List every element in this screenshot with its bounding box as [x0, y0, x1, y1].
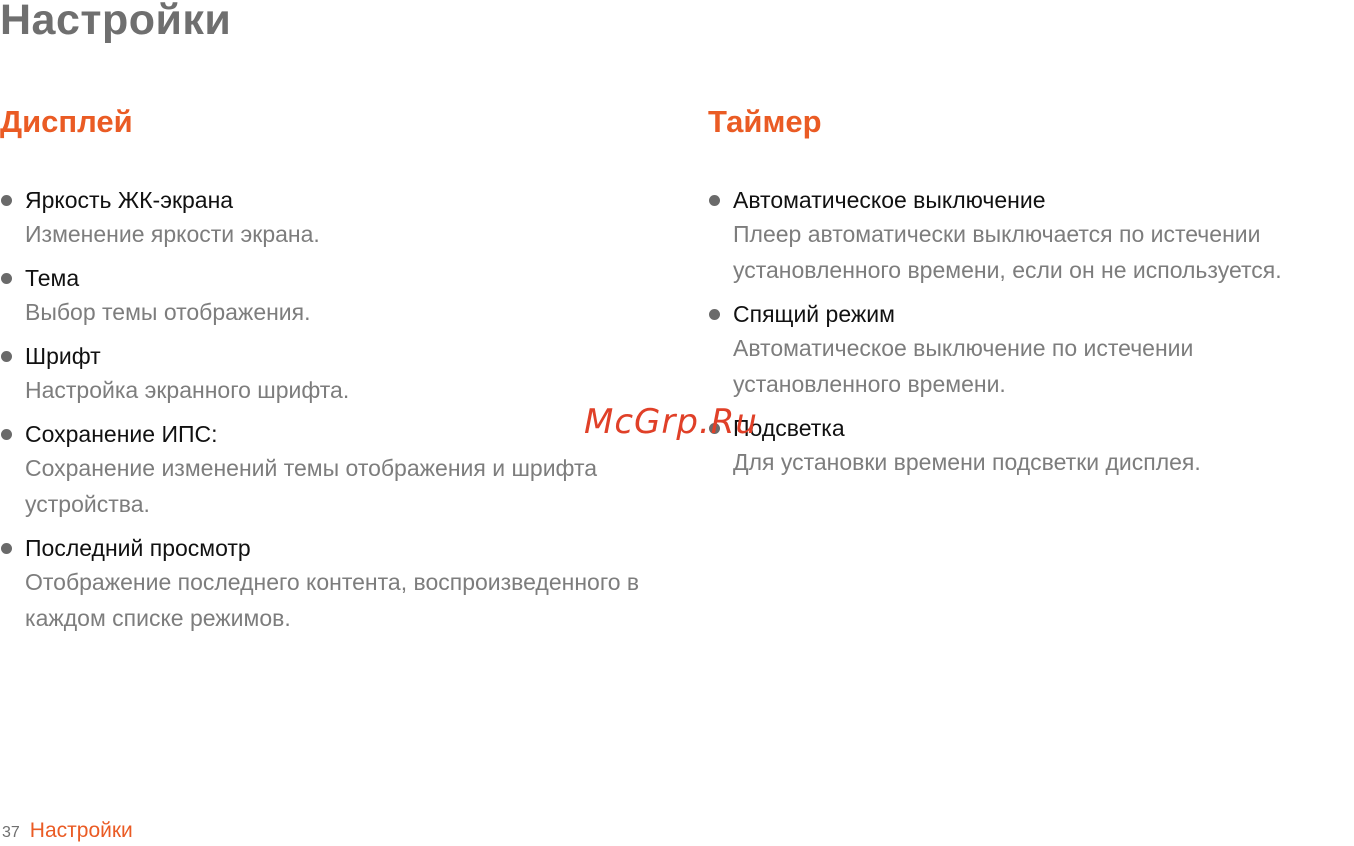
item-title: Шрифт — [25, 343, 101, 369]
item-description: Изменение яркости экрана. — [25, 221, 320, 247]
list-item — [708, 414, 1354, 480]
item-title: Тема — [25, 265, 80, 291]
list-item — [0, 420, 660, 522]
footer-label: Настройки — [29, 819, 133, 842]
bullet-icon — [709, 195, 720, 206]
display-section — [0, 104, 660, 648]
bullet-icon — [1, 429, 12, 440]
bullet-icon — [1, 273, 12, 284]
bullet-icon — [1, 543, 12, 554]
item-title: Сохранение ИПС: — [25, 421, 218, 447]
item-title: Спящий режим — [733, 301, 895, 327]
item-description: Отображение последнего контента, воспроизведенного в каждом списке режимов. — [25, 569, 640, 631]
section-title-timer: Таймер — [708, 104, 822, 139]
item-description: Для установки времени подсветки дисплея. — [733, 449, 1201, 475]
item-title: Яркость ЖК-экрана — [25, 187, 234, 213]
page-number: 37 — [2, 824, 20, 841]
list-item — [0, 264, 660, 330]
timer-section — [708, 104, 1354, 492]
item-title: Подсветка — [733, 415, 845, 441]
list-item — [0, 186, 660, 252]
list-item — [0, 342, 660, 408]
item-title: Автоматическое выключение — [733, 187, 1046, 213]
item-description: Сохранение изменений темы отображения и шрифта устройства. — [25, 455, 598, 517]
bullet-icon — [709, 309, 720, 320]
page-title: Настройки — [0, 0, 232, 44]
page-footer — [2, 818, 133, 846]
item-description: Выбор темы отображения. — [25, 299, 311, 325]
bullet-icon — [1, 351, 12, 362]
section-title-display: Дисплей — [0, 104, 133, 139]
list-item — [708, 300, 1354, 402]
list-item — [708, 186, 1354, 288]
item-description: Плеер автоматически выключается по истечении установленного времени, если он не используется. — [733, 221, 1282, 283]
bullet-icon — [1, 195, 12, 206]
item-description: Настройка экранного шрифта. — [25, 377, 350, 403]
item-description: Автоматическое выключение по истечении установленного времени. — [733, 335, 1194, 397]
watermark: McGrp.Ru — [584, 402, 758, 442]
list-item — [0, 534, 660, 636]
item-title: Последний просмотр — [25, 535, 251, 561]
